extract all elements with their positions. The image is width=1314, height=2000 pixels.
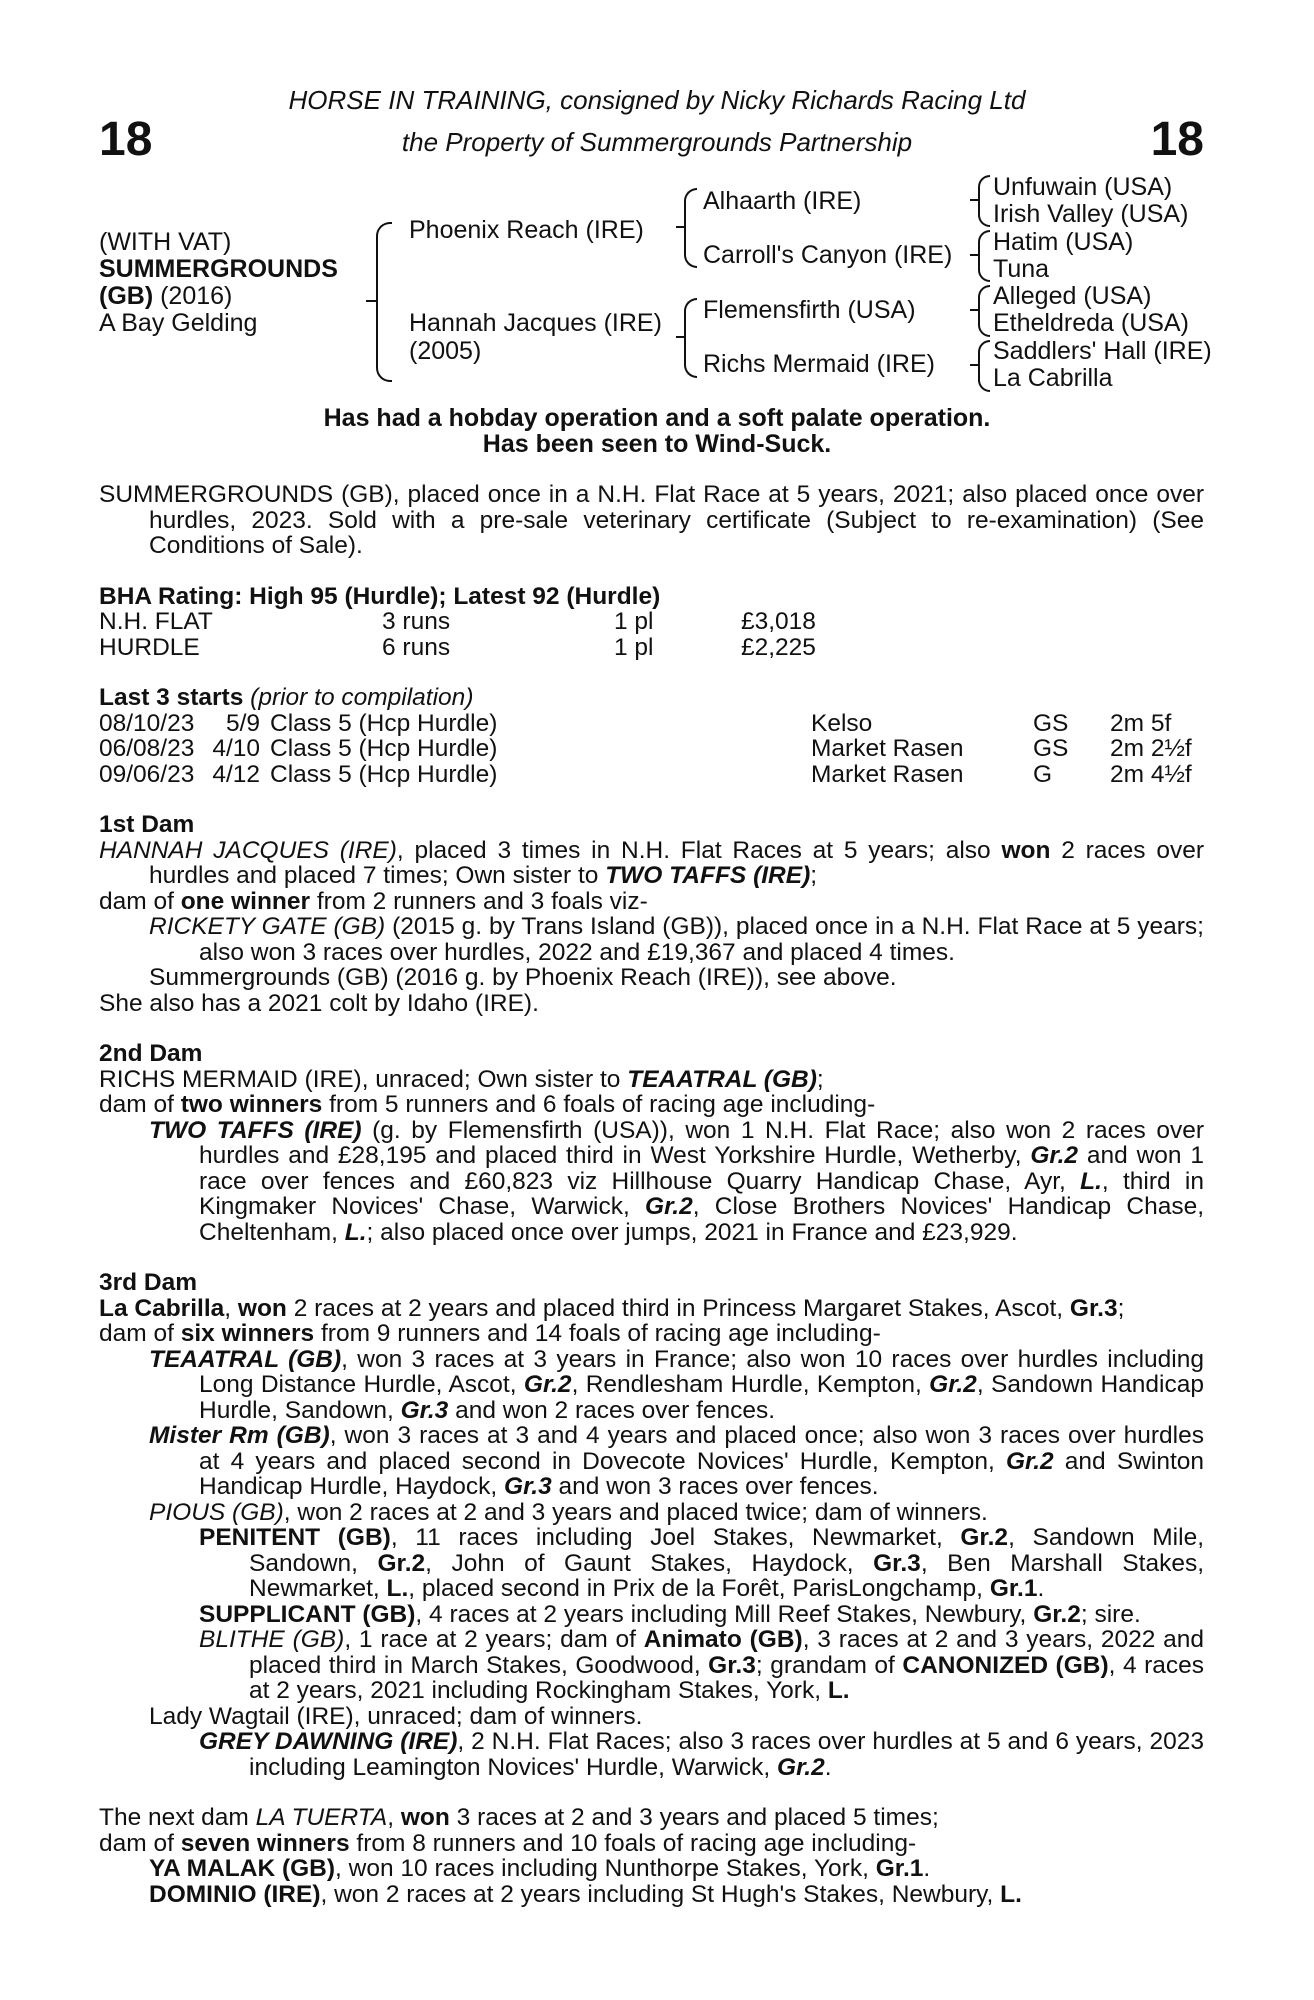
text-run: , won 2 races at 2 and 3 years and placed twice; dam of winners. [283,1498,988,1526]
start-course: Kelso [811,709,873,737]
text-run: , Close Brothers Novices' Handicap Chase, Cheltenham, [199,1193,1205,1246]
dam-name: HANNAH JACQUES (IRE) [99,836,397,864]
offspring-name: DOMINIO (IRE) [149,1880,321,1908]
grade-badge: Gr.2 [377,1549,426,1577]
text-run: , Ben Marshall Stakes, Newmarket, [249,1549,1205,1602]
header-consignor: HORSE IN TRAINING, consigned by Nicky Richards Racing Ltd [288,85,1026,115]
produce-entry [99,1627,1204,1704]
text-run: ; sire. [1080,1600,1141,1628]
table-row [99,762,1204,788]
pedigree-brace-g3-2 [978,230,990,282]
grade-badge: Gr.2 [1030,1142,1079,1169]
text-run: , won 3 races at 3 and 4 years and placed once; also won 3 races over hurdles at 4 years and placed second in Dovecote Novices' Hurdle, Kempton, [199,1422,1204,1475]
text-run: , [387,1804,401,1831]
pedigree-brace-main [376,222,392,382]
produce-entry [99,1347,1204,1424]
third-dam-title: 3rd Dam [99,1269,198,1296]
horse-name: SUMMERGROUNDS [99,255,338,283]
produce-entry: Lady Wagtail (IRE), unraced; dam of winners. [149,1702,643,1730]
winners-count: one winner [180,887,311,915]
offspring-name: Animato (GB) [643,1626,803,1653]
rating-type: N.H. FLAT [99,608,213,635]
horse-origin-year [99,282,232,310]
pedigree-brace-g3-3 [978,285,990,337]
grade-badge: L. [1080,1167,1102,1195]
text-run: ; grandam of [755,1651,903,1679]
text-run: , 1 race at 2 years; dam of [344,1626,644,1653]
pedigree-gen2-2: Carroll's Canyon (IRE) [703,241,953,269]
produce-note: She also has a 2021 colt by Idaho (IRE). [99,989,539,1017]
produce-entry [99,1500,1204,1526]
third-dam-entry [99,1296,1204,1322]
offspring-name: TWO TAFFS (IRE) [149,1116,362,1144]
text-run: dam of [99,1320,181,1347]
start-course: Market Rasen [811,735,964,762]
grade-badge: Gr.2 [645,1193,693,1220]
start-date: 06/08/23 [99,735,195,762]
text-run: . [1037,1575,1045,1602]
dam-name: RICHS MERMAID (IRE), unraced; Own sister to [99,1065,628,1093]
grade-badge: Gr.3 [873,1549,921,1577]
grade-badge: Gr.1 [989,1575,1038,1602]
table-row [99,736,1204,762]
start-distance: 2m 5f [1110,709,1172,737]
lot-number-right: 18 [1150,113,1204,166]
pedigree-gen3-3: Hatim (USA) [993,228,1134,256]
text-run: , third in Kingmaker Novices' Chase, Warwick, [199,1167,1204,1220]
grade-badge: Gr.2 [929,1371,977,1398]
horse-suffix: (GB) [99,282,154,310]
text-run: dam of [99,1091,181,1118]
grade-badge: Gr.2 [960,1524,1009,1551]
text-run: , 2 N.H. Flat Races; also 3 races over hurdles at 5 and 6 years, 2023 including Leamington Novices' Hurdle, Warwick, [249,1728,1205,1781]
pedigree-gen2-4: Richs Mermaid (IRE) [703,350,935,378]
text-run: , Sandown Handicap Hurdle, Sandown, [199,1371,1204,1424]
vet-note-1: Has had a hobday operation and a soft palate operation. [323,404,991,432]
text-run: , 11 races including Joel Stakes, Newmarket, [390,1524,961,1551]
grade-badge: L. [344,1218,367,1246]
pedigree-brace-g3-4-tip [970,364,979,366]
text-run: , Sandown Mile, Sandown, [249,1524,1204,1577]
won-emphasis: won [1001,836,1051,864]
grade-badge: Gr.2 [523,1371,572,1398]
text-run: (2015 g. by Trans Island (GB)), placed once in a N.H. Flat Race at 5 years; also won 3 races over hurdles, 2022 and £19,367 and placed 4 times. [199,913,1204,966]
text-run: from 5 runners and 6 foals of racing age including- [322,1091,876,1118]
text-run: (g. by Flemensfirth (USA)), won 1 N.H. Flat Race; also won 2 races over hurdles and £28,195 and placed third in West Yorkshire Hurdle, Wetherby, [199,1116,1204,1169]
text-run: and won 1 race over fences and £60,823 viz Hillhouse Quarry Handicap Chase, Ayr, [199,1142,1204,1195]
pedigree-brace-g3-1 [978,175,990,227]
start-position: 5/9 [225,709,260,737]
pedigree-brace-g3-4 [978,340,990,392]
horse-year: (2016) [153,282,233,310]
second-dam-produce [99,1092,1204,1118]
intro-paragraph: SUMMERGROUNDS (GB), placed once in a N.H. Flat Race at 5 years, 2021; also placed once over hurdles, 2023. Sold with a pre-sale veterinary certificate (Subject to re-examination) (See Conditions of Sale). [99,481,1204,559]
text-run: ; [810,862,818,889]
produce-entry [99,1525,1204,1602]
pedigree-brace-g3-2-tip [970,254,979,256]
offspring-name: PIOUS (GB) [149,1498,284,1526]
offspring-name: BLITHE (GB) [199,1626,345,1653]
vat-label: (WITH VAT) [99,228,232,256]
text-run: , [224,1294,238,1322]
dam-name: La Cabrilla [99,1294,225,1322]
catalogue-body [99,482,1204,1907]
produce-entry [99,1882,1204,1908]
pedigree-brace-g3-3-tip [970,309,979,311]
offspring-name: Mister Rm (GB) [149,1422,330,1449]
text-run: dam of [99,887,181,915]
produce-entry: Summergrounds (GB) (2016 g. by Phoenix Reach (IRE)), see above. [149,964,897,991]
text-run: and won 3 races over fences. [551,1473,879,1500]
vet-note-2: Has been seen to Wind-Suck. [482,430,832,458]
rating-runs: 3 runs [382,608,451,635]
grade-badge: Gr.1 [875,1855,924,1882]
text-run: , placed second in Prix de la Forêt, ParisLongchamp, [408,1575,990,1602]
next-dam-entry [99,1805,1204,1831]
rating-placed: 1 pl [614,633,654,661]
next-dam-produce [99,1831,1204,1857]
text-run: and won 2 races over fences. [448,1396,776,1424]
grade-badge: L. [827,1677,850,1704]
grade-badge: L. [1000,1880,1022,1908]
pedigree-gen3-8: La Cabrilla [993,364,1113,392]
text-run: 3 races at 2 and 3 years and placed 5 times; [449,1804,939,1831]
pedigree-brace-sire [684,188,697,268]
sister-name: TWO TAFFS (IRE) [605,862,811,889]
table-row [99,635,816,661]
text-run: , placed 3 times in N.H. Flat Races at 5 years; also [396,836,1002,864]
text-run: , won 2 races at 2 years including St Hugh's Stakes, Newbury, [320,1880,1001,1908]
grade-badge: L. [386,1575,409,1602]
start-position: 4/12 [212,760,260,788]
grade-badge: Gr.3 [504,1473,552,1500]
start-race: Class 5 (Hcp Hurdle) [270,760,498,788]
table-row [99,609,816,635]
text-run: , 4 races at 2 years including Mill Reef Stakes, Newbury, [415,1600,1034,1628]
pedigree-gen3-6: Etheldreda (USA) [993,309,1189,337]
pedigree-gen2-1: Alhaarth (IRE) [703,187,862,215]
text-run: and Swinton Handicap Hurdle, Haydock, [199,1447,1205,1500]
horse-description: A Bay Gelding [99,309,258,337]
produce-entry [99,1856,1204,1882]
produce-entry [99,1118,1204,1246]
pedigree-sire: Phoenix Reach (IRE) [409,216,644,244]
grade-badge: Gr.2 [777,1753,825,1781]
pedigree-gen3-5: Alleged (USA) [993,282,1152,310]
won-emphasis: won [237,1294,287,1322]
text-run: from 8 runners and 10 foals of racing age including- [349,1829,917,1857]
pedigree-brace-dam-tip [676,336,686,338]
offspring-name: SUPPLICANT (GB) [199,1600,416,1628]
offspring-name: TEAATRAL (GB) [149,1345,342,1373]
pedigree-brace-main-tip [366,300,378,302]
rating-type: HURDLE [99,633,200,661]
start-distance: 2m 4½f [1110,760,1192,788]
last-starts-table [99,711,1204,788]
text-run: from 9 runners and 14 foals of racing age including- [314,1320,881,1347]
first-dam-produce [99,889,1204,915]
pedigree-gen3-4: Tuna [993,255,1050,283]
rating-placed: 1 pl [614,608,654,635]
offspring-name: GREY DAWNING (IRE) [199,1728,458,1755]
grade-badge: Gr.2 [1005,1447,1054,1475]
pedigree-gen2-3: Flemensfirth (USA) [703,296,916,324]
text-run: , won 10 races including Nunthorpe Stakes, York, [335,1855,876,1882]
offspring-name: RICKETY GATE (GB) [149,913,386,940]
second-dam-entry [99,1067,1204,1093]
pedigree-dam: Hannah Jacques (IRE) [409,309,662,337]
third-dam-produce [99,1321,1204,1347]
pedigree-gen3-2: Irish Valley (USA) [993,200,1189,228]
offspring-name: PENITENT (GB) [199,1524,391,1551]
winners-count: six winners [180,1320,315,1347]
start-position: 4/10 [212,735,260,762]
produce-entry [99,914,1204,965]
text-run: The next dam [99,1804,256,1831]
text-run: , 4 races at 2 years, 2021 including Rockingham Stakes, York, [249,1651,1205,1704]
text-run: dam of [99,1829,181,1857]
grade-badge: Gr.3 [708,1651,756,1679]
pedigree-brace-sire-tip [676,226,686,228]
start-race: Class 5 (Hcp Hurdle) [270,735,498,762]
rating-table [99,609,816,660]
offspring-name: YA MALAK (GB) [149,1855,336,1882]
text-run: from 2 runners and 3 foals viz- [310,887,648,915]
winners-count: two winners [180,1091,323,1118]
text-run: , John of Gaunt Stakes, Haydock, [425,1549,874,1577]
start-race: Class 5 (Hcp Hurdle) [270,709,498,737]
won-emphasis: won [400,1804,450,1831]
produce-entry [99,1602,1204,1628]
pedigree-brace-g3-1-tip [970,199,979,201]
start-going: GS [1033,709,1069,737]
grade-badge: Gr.2 [1033,1600,1081,1628]
first-dam-entry [99,838,1204,889]
start-course: Market Rasen [811,760,964,788]
header-property: the Property of Summergrounds Partnership [401,127,913,157]
text-run: . [824,1753,832,1781]
table-row [99,711,1204,737]
start-going: GS [1033,735,1069,762]
pedigree-brace-dam [684,298,697,378]
start-date: 09/06/23 [99,760,195,788]
text-run: , won 3 races at 3 years in France; also won 10 races over hurdles including Long Distance Hurdle, Ascot, [199,1345,1205,1398]
rating-earnings: £2,225 [741,633,816,661]
sister-name: TEAATRAL (GB) [627,1065,817,1093]
winners-count: seven winners [180,1829,350,1857]
start-date: 08/10/23 [99,709,195,737]
grade-badge: Gr.3 [1069,1294,1118,1322]
text-run: 2 races over hurdles and placed 7 times; Own sister to [149,836,1204,889]
first-dam-title: 1st Dam [99,811,195,838]
offspring-name: CANONIZED (GB) [902,1651,1109,1679]
dam-name: LA TUERTA [255,1804,388,1831]
grade-badge: Gr.3 [400,1396,449,1424]
text-run: , Rendlesham Hurdle, Kempton, [571,1371,930,1398]
text-run: ; also placed once over jumps, 2021 in France and £23,929. [366,1218,1018,1246]
pedigree-dam-year: (2005) [409,337,482,365]
rating-runs: 6 runs [382,633,451,661]
start-distance: 2m 2½f [1110,735,1192,762]
rating-earnings: £3,018 [741,608,816,635]
last-starts-subtitle: (prior to compilation) [250,684,474,711]
text-run: ; [816,1065,824,1093]
second-dam-title: 2nd Dam [99,1040,203,1067]
text-run: . [923,1855,931,1882]
lot-number-left: 18 [99,113,153,166]
pedigree-gen3-7: Saddlers' Hall (IRE) [993,337,1212,365]
produce-entry [99,1423,1204,1500]
pedigree-gen3-1: Unfuwain (USA) [993,173,1173,201]
text-run: 2 races at 2 years and placed third in Princess Margaret Stakes, Ascot, [286,1294,1070,1322]
last-starts-title: Last 3 starts [99,684,244,711]
text-run: , 3 races at 2 and 3 years, 2022 and placed third in March Stakes, Goodwood, [249,1626,1205,1679]
produce-entry [99,1729,1204,1780]
rating-title: BHA Rating: High 95 (Hurdle); Latest 92 (Hurdle) [99,582,661,610]
start-going: G [1033,760,1053,788]
text-run: ; [1117,1294,1125,1322]
last-starts-heading [99,685,1204,711]
